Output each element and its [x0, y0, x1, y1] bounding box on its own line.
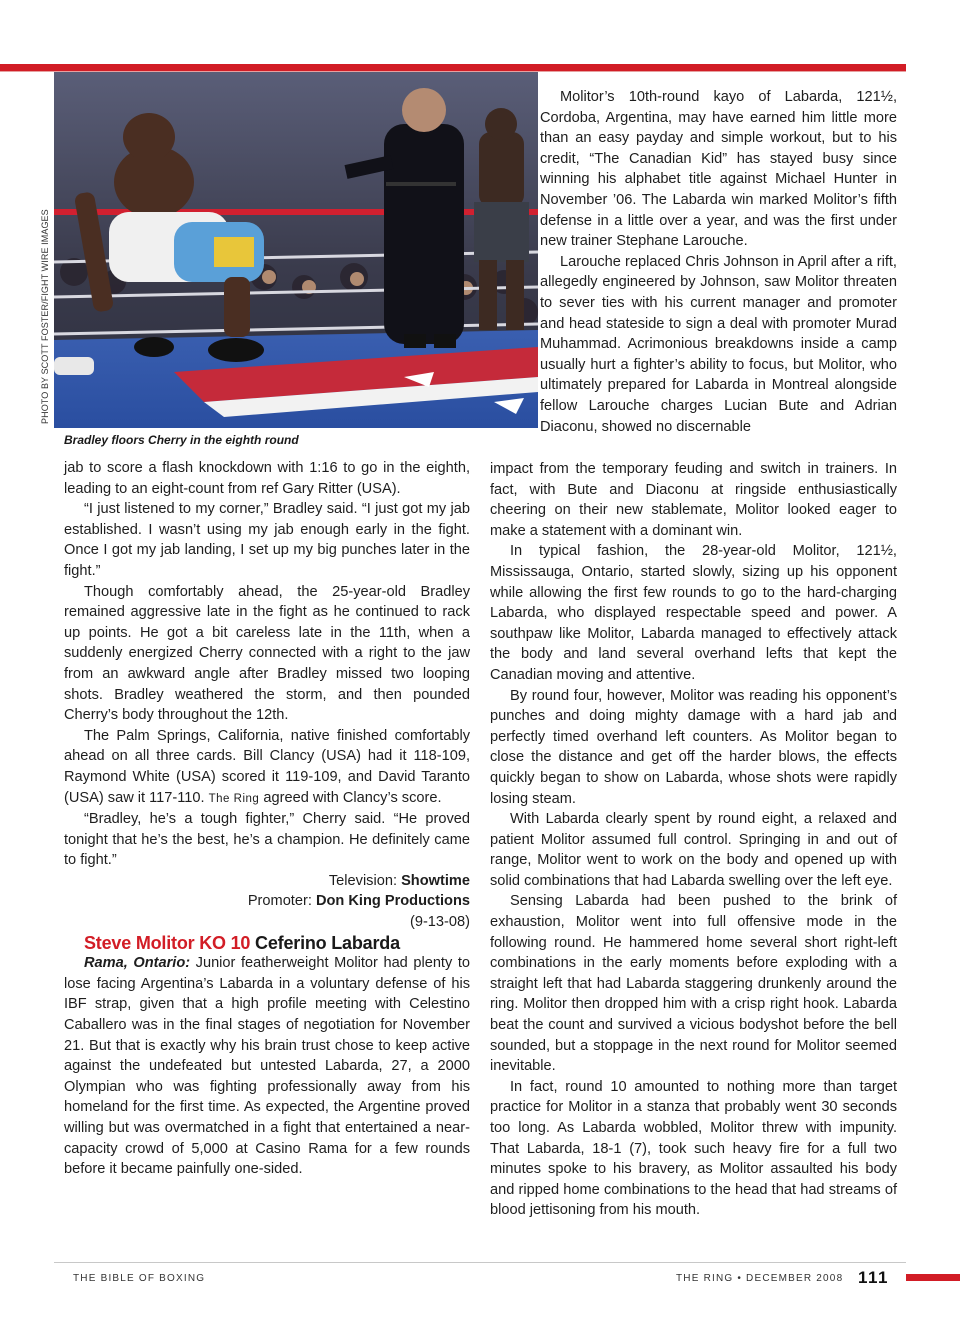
paragraph: Sensing Labarda had been pushed to the brink of exhaustion, Molitor went into full offensive mode in the following round. He hammered home several short right-left combinations in the early moments before exploding with a straight left that had Labarda staggering drunkenly around the ring. Molitor then dropped him with a crisp right hook. Labarda beat the count and survived a vicious bodyshot before the bell sounded, but a stoppage in the next round for Molitor seemed inevitable. — [490, 893, 897, 1075]
paragraph: Molitor’s 10th-round kayo of Labarda, 121½, Cordoba, Argentina, may have earned him little more than an easy payday and simple workout, but to his credit, “The Canadian Kid” has stayed busy since winning his alphabet title against Michael Hunter in November ’06. The Labarda win marked Molitor’s fifth defense in a little over a year, and was the first under new trainer Stephane Larouche. — [540, 89, 897, 250]
paragraph-text: Junior featherweight Molitor had plenty to lose facing Argentina’s Labarda in a voluntary defense of his IBF strap, given that a high profile meeting with Celestino Caballero was in the final stages of negotiation for November 21. But that is exactly why his brain trust chose to keep active against the undefeated but untested Labarda, 27, a 2000 Olympian who was fighting professionally away from his homeland for the first time. As expected, the Argentine proved willing but was overmatched in a fight that entertained a near-capacity crowd of 5,000 at Casino Rama for a few rounds before it became painfully one-sided. — [64, 955, 471, 1178]
paragraph — [64, 953, 470, 1180]
paragraph — [64, 726, 470, 809]
bottom-accent-bar — [906, 1274, 960, 1281]
tv-credit — [64, 871, 470, 892]
bout-heading — [64, 933, 470, 954]
tv-label: Television: — [328, 872, 402, 889]
bout-heading-loser: Ceferino Labarda — [250, 932, 400, 953]
right-column-top — [540, 87, 897, 437]
left-column — [64, 458, 470, 1180]
magazine-name: The Ring — [208, 792, 260, 805]
fight-photo — [54, 72, 538, 428]
tv-value: Showtime — [401, 872, 470, 889]
top-accent-bar — [0, 64, 906, 71]
paragraph: Larouche replaced Chris Johnson in April after a rift, allegedly engineered by Johnson, saw Molitor threaten to sever ties with his current manager and promoter and head stateside to sign a deal with promoter Murad Muhammad. Acrimonious breakdowns inside a camp usually hurt a fighter’s ability to focus, but Molitor, who ultimately prepared for Labarda in Montreal alongside fellow Larouche charges Lucian Bute and Adrian Diaconu, showed no discernable — [540, 253, 897, 435]
photo-caption: Bradley floors Cherry in the eighth round — [64, 433, 299, 447]
footer-rule — [54, 1262, 906, 1263]
quote-paragraph: “Bradley, he’s a tough fighter,” Cherry said. “He proved tonight that he’s the best, he’s a champion. He definitely came to fight.” — [64, 811, 470, 869]
photo-credit: PHOTO BY SCOTT FOSTER/FIGHT WIRE IMAGES — [40, 209, 50, 424]
fight-date: (9-13-08) — [409, 914, 470, 931]
promoter-value: Don King Productions — [315, 893, 470, 910]
page-number: 111 — [858, 1268, 889, 1287]
paragraph: By round four, however, Molitor was reading his opponent’s punches and doing mighty damage with a hard jab and perfectly timed overhand left counters. As Molitor began to close the distance and get off the harder blows, the effects quickly began to show on Labarda, whose shots were rapidly losing steam. — [490, 687, 897, 807]
footer-issue: THE RING • DECEMBER 2008 — [676, 1273, 844, 1284]
bout-heading-winner: Steve Molitor KO 10 — [84, 932, 251, 953]
right-column — [490, 459, 897, 1221]
paragraph: jab to score a flash knockdown with 1:16 to go in the eighth, leading to an eight-count from ref Gary Ritter (USA). — [64, 460, 470, 497]
paragraph: impact from the temporary feuding and switch in trainers. In fact, with Bute and Diaconu at ringside enthusiastically cheering on their new stablemate, Molitor looked eager to make a statement with a dominant win. — [490, 461, 897, 539]
promoter-credit — [64, 891, 470, 912]
dateline: Rama, Ontario: — [84, 955, 191, 972]
paragraph: Though comfortably ahead, the 25-year-old Bradley remained aggressive late in the fight as he continued to rack up points. He got a bit careless late in the 11th, when a suddenly energized Cherry connected with a right to the jaw from an awkward angle after Bradley missed two looping shots. Bradley weathered the storm, and then pounded Cherry’s body throughout the 12th. — [64, 583, 470, 724]
promoter-label: Promoter: — [247, 893, 316, 910]
paragraph: In fact, round 10 amounted to nothing more than target practice for Molitor in a stanza that probably went 30 seconds too long. As Labarda wobbled, Molitor threw with impunity. That Labarda, 18-1 (7), took such heavy fire for a full two minutes spoke to his bravery, as Molitor assaulted his body and ripped home combinations to the head that had streams of blood jettisoning from his mouth. — [490, 1078, 897, 1219]
footer-tagline: THE BIBLE OF BOXING — [73, 1273, 206, 1284]
paragraph-text: agreed with Clancy’s score. — [259, 789, 442, 806]
paragraph: In typical fashion, the 28-year-old Molitor, 121½, Mississauga, Ontario, started slowly, sizing up his opponent while allowing the first few rounds to go to the hard-charging Labarda, who displayed respectable speed and power. A southpaw like Molitor, Labarda managed to effectively attack the body and land several overhand lefts that kept the Canadian moving and attentive. — [490, 543, 897, 683]
paragraph: “I just listened to my corner,” Bradley said. “I just got my jab established. I wasn’t using my jab enough early in the fight. Once I got my jab landing, I set up my big punches later in the fight.” — [64, 501, 470, 579]
paragraph: With Labarda clearly spent by round eight, a relaxed and patient Molitor assumed full control. Springing in and out of range, Molitor went to work on the body and opened up with solid combinations that had Labarda swelling over the left eye. — [490, 811, 897, 889]
paragraph-text: The Palm Springs, California, native finished comfortably ahead on all three cards. Bill Clancy (USA) had it 118-109, Raymond White (USA) scored it 119-109, and David Taranto (USA) saw it 117-110. — [64, 727, 470, 806]
